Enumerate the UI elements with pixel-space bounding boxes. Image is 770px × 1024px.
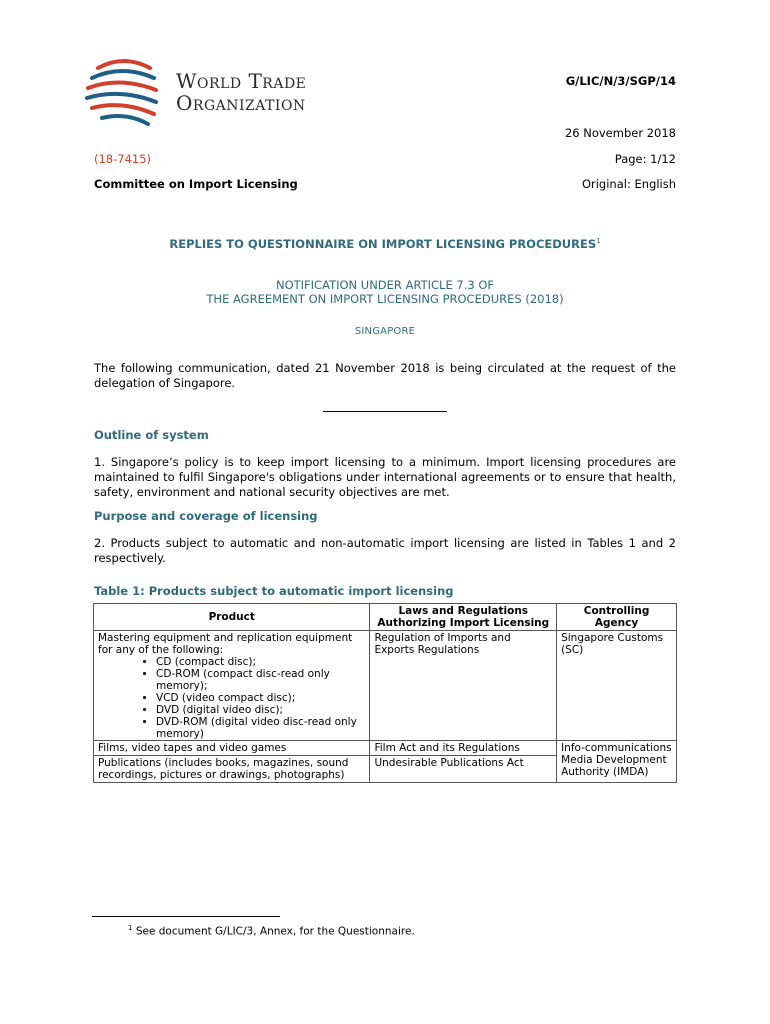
table-caption: Table 1: Products subject to automatic import licensing: [94, 584, 454, 598]
row2-agency: Info-communications Media Development Authority (IMDA): [561, 742, 672, 778]
row1-product-intro: Mastering equipment and replication equipment for any of the following:: [98, 632, 353, 656]
table-row: [94, 631, 677, 741]
list-item: • CD-ROM (compact disc-read only memory);: [156, 668, 365, 692]
subtitle-line1: NOTIFICATION UNDER ARTICLE 7.3 OF: [275, 278, 494, 292]
document-title: [94, 237, 676, 251]
list-item: • CD (compact disc);: [156, 656, 365, 668]
paragraph-1: [94, 455, 676, 500]
footnote-ref[interactable]: 1: [596, 237, 601, 246]
table-header-row: [94, 604, 677, 631]
row1-product: [94, 631, 370, 741]
header-agency-line1: Controlling: [583, 605, 650, 617]
footnote-text: See document G/LIC/3, Annex, for the Questionnaire.: [135, 925, 415, 938]
paragraph-2-text: 2. Products subject to automatic and non-automatic import licensing are listed in Tables 1 and 2 respectively.: [94, 536, 676, 565]
list-item: • VCD (video compact disc);: [156, 692, 365, 704]
intro-text: The following communication, dated 21 November 2018 is being circulated at the request of the delegation of Singapore.: [94, 361, 676, 390]
header-agency: [557, 604, 677, 631]
row1-law: Regulation of Imports and Exports Regulations: [370, 631, 557, 741]
org-name: [176, 70, 306, 114]
org-name-line1: World Trade: [176, 69, 307, 93]
row3-product: Publications (includes books, magazines, sound recordings, pictures or drawings, photographs): [94, 756, 370, 783]
products-table-wrapper: [93, 603, 677, 783]
subtitle-line2: THE AGREEMENT ON IMPORT LICENSING PROCEDURES (2018): [206, 292, 564, 306]
wto-logo: [84, 58, 334, 128]
footnote-number: 1: [128, 924, 133, 932]
footnote-rule: [92, 916, 280, 917]
separator-rule: [323, 411, 447, 412]
footnote: [128, 924, 415, 938]
row1-agency: Singapore Customs (SC): [561, 632, 664, 656]
document-symbol: G/LIC/N/3/SGP/14: [565, 74, 676, 88]
row2-product: Films, video tapes and video games: [94, 741, 370, 756]
header-laws: [370, 604, 557, 631]
header-product-label: Product: [208, 611, 255, 623]
wto-globe-icon: [84, 58, 166, 128]
page-number: Page: 1/12: [614, 152, 676, 166]
intro-paragraph: [94, 361, 676, 391]
outline-heading: Outline of system: [94, 428, 209, 442]
document-date: 26 November 2018: [564, 126, 676, 140]
row2-law: Film Act and its Regulations: [370, 741, 557, 756]
header-laws-line1: Laws and Regulations: [398, 605, 529, 617]
row3-law: Undesirable Publications Act: [370, 756, 557, 783]
list-item: • DVD-ROM (digital video disc-read only memory): [156, 716, 365, 740]
paragraph-1-text: 1. Singapore’s policy is to keep import licensing to a minimum. Import licensing procedures are maintained to fulfil Singapore's obligations under international agreements or to ensure that health, safety, environment and national security objectives are met.: [94, 455, 676, 499]
products-table: [93, 603, 677, 783]
committee-name: Committee on Import Licensing: [94, 177, 298, 191]
purpose-heading: Purpose and coverage of licensing: [94, 509, 318, 523]
media-list: [98, 656, 365, 740]
document-ref: (18-7415): [94, 152, 152, 166]
country-name: SINGAPORE: [354, 326, 416, 337]
header-product: [94, 604, 370, 631]
header-agency-line2: Agency: [594, 617, 639, 629]
paragraph-2: [94, 536, 676, 566]
table-row: [94, 741, 677, 756]
list-item: • DVD (digital video disc);: [156, 704, 365, 716]
original-language: Original: English: [581, 177, 676, 191]
document-title-text: REPLIES TO QUESTIONNAIRE ON IMPORT LICENSING PROCEDURES: [169, 237, 597, 251]
header-laws-line2: Authorizing Import Licensing: [377, 617, 550, 629]
org-name-line2: Organization: [176, 91, 306, 115]
